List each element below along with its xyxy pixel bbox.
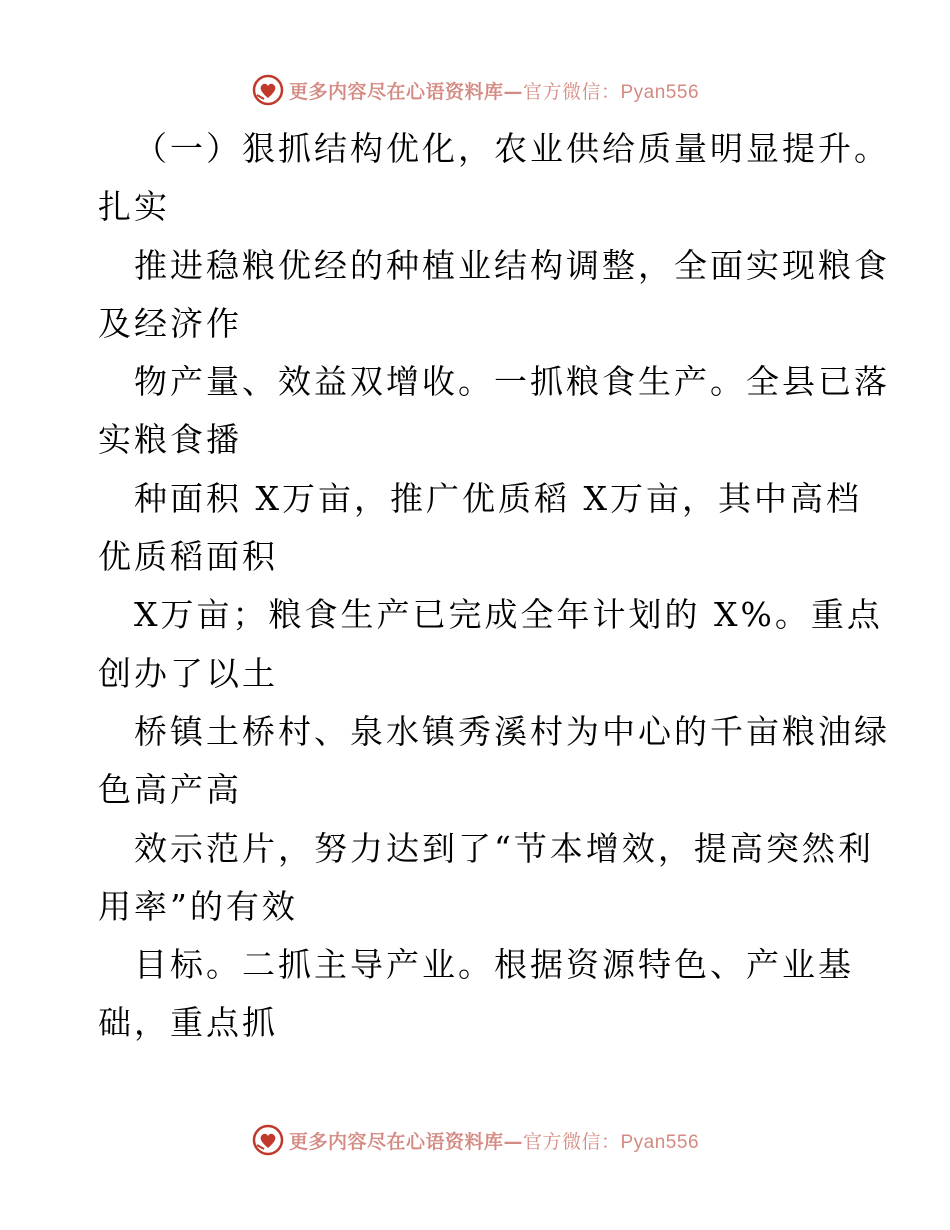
heart-logo-icon xyxy=(251,1123,285,1157)
text-line: 效示范片，努力达到了“节本增效，提高突然利 xyxy=(134,828,874,868)
text-line: 创办了以土 xyxy=(98,653,278,693)
wechat-text: 官方微信：Pyan556 xyxy=(523,1131,700,1153)
heart-logo-icon xyxy=(251,73,285,107)
text-line: 及经济作 xyxy=(98,303,242,343)
text-line: 物产量、效益双增收。一抓粮食生产。全县已落 xyxy=(134,362,890,402)
footer-banner xyxy=(0,1120,950,1160)
text-line: 色高产高 xyxy=(98,770,242,810)
text-line: 实粮食播 xyxy=(98,420,242,460)
text-line: 推进稳粮优经的种植业结构调整，全面实现粮食 xyxy=(134,245,890,285)
text-line: X万亩；粮食生产已完成全年计划的 X%。重点 xyxy=(134,595,883,635)
text-line: 优质稻面积 xyxy=(98,537,278,577)
text-line: 用率”的有效 xyxy=(98,886,298,926)
brand-text: 更多内容尽在心语资料库 xyxy=(288,1130,504,1153)
text-line: 扎实 xyxy=(98,187,170,227)
banner-separator: — xyxy=(503,80,523,103)
header-banner xyxy=(0,70,950,110)
text-line: 桥镇土桥村、泉水镇秀溪村为中心的千亩粮油绿 xyxy=(134,711,890,751)
text-line: 种面积 X万亩，推广优质稻 X万亩，其中高档 xyxy=(134,478,862,518)
brand-text: 更多内容尽在心语资料库 xyxy=(288,80,504,103)
document-body xyxy=(98,120,890,1053)
text-line: 础，重点抓 xyxy=(98,1003,278,1043)
banner-text xyxy=(289,77,699,104)
banner-text xyxy=(289,1127,699,1154)
banner-separator: — xyxy=(503,1130,523,1153)
wechat-text: 官方微信：Pyan556 xyxy=(523,81,700,103)
text-line: 目标。二抓主导产业。根据资源特色、产业基 xyxy=(134,945,854,985)
text-line: （一）狠抓结构优化，农业供给质量明显提升。 xyxy=(134,129,890,168)
